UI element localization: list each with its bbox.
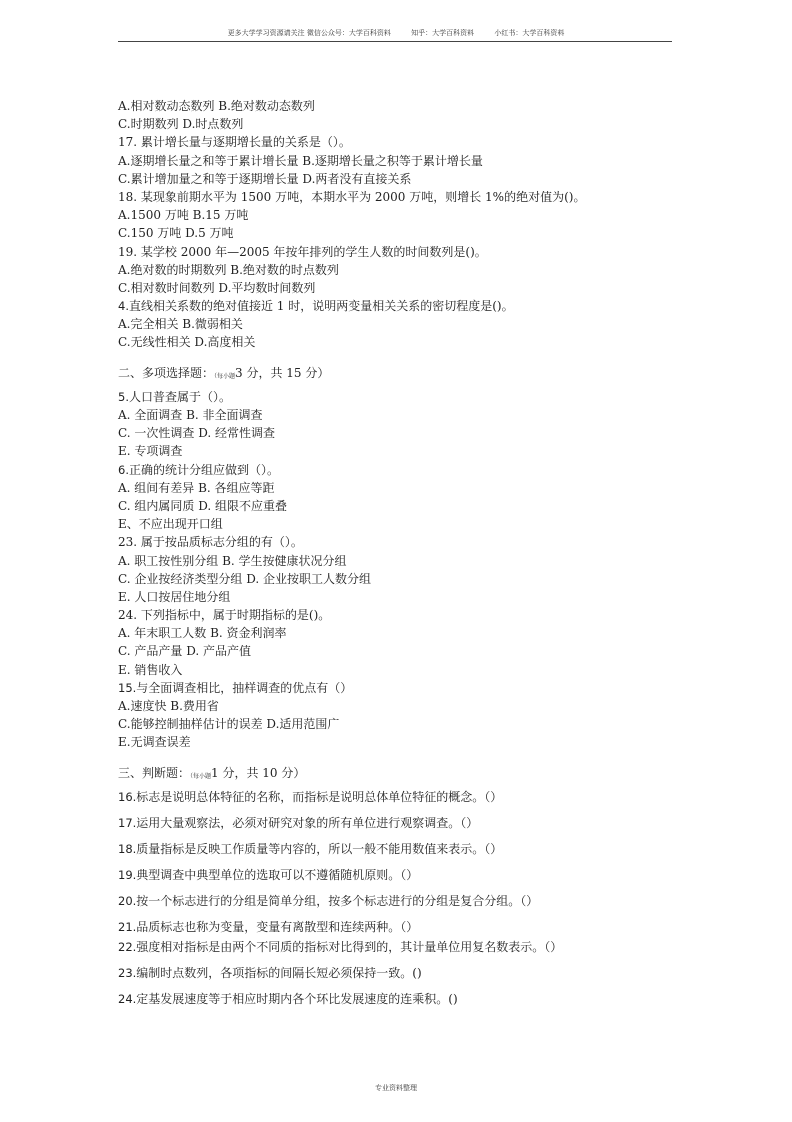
- header-xiaohongshu: 小红书：大学百科资料: [494, 29, 565, 37]
- text-line: E.无调查误差: [118, 735, 191, 750]
- question-number: 6.: [118, 462, 129, 477]
- text-line: C.150 万吨 D.5 万吨: [118, 226, 234, 241]
- question-17: 17. 累计增长量与逐期增长量的关系是（）。: [118, 135, 351, 150]
- judgment-23: [118, 964, 678, 982]
- section-title: 二、多项选择题：: [118, 365, 215, 380]
- section-note: （每小题: [214, 372, 236, 380]
- text-line: A.完全相关 B.微弱相关: [118, 317, 243, 332]
- question-15: [118, 679, 678, 697]
- text-line: A.绝对数的时期数列 B.绝对数的时点数列: [118, 262, 339, 277]
- text-line: A. 组间有差异 B. 各组应等距: [118, 480, 275, 495]
- question-number: 22.: [118, 939, 137, 954]
- question-23: 23. 属于按品质标志分组的有（）。: [118, 535, 303, 550]
- page-footer: 专业资料整理: [375, 1084, 417, 1092]
- question-text: 标志是说明总体特征的名称，而指标是说明总体单位特征的概念。（）: [136, 789, 503, 804]
- question-number: 4.: [118, 299, 129, 314]
- question-number: 20.: [118, 893, 137, 908]
- question-text: 定基发展速度等于相应时期内各个环比发展速度的连乘积。(): [136, 991, 458, 1006]
- text-line: A. 年末职工人数 B. 资金利润率: [118, 626, 287, 641]
- header-zhihu: 知乎：大学百科资料: [411, 29, 475, 37]
- question-number: 23.: [118, 965, 137, 980]
- text-line: A. 全面调查 B. 非全面调查: [118, 408, 263, 422]
- question-text: 编制时点数列，各项指标的间隔长短必须保持一致。(): [136, 965, 422, 980]
- text-line: A.1500 万吨 B.15 万吨: [118, 208, 249, 223]
- text-line: C.时期数列 D.时点数列: [118, 117, 244, 132]
- question-number: 19.: [118, 867, 137, 882]
- judgment-21: [118, 918, 678, 936]
- question-text: 直线相关系数的绝对值接近 1 时，说明两变量相关关系的密切程度是()。: [128, 299, 514, 314]
- question-text: 与全面调查相比，抽样调查的优点有（）: [136, 680, 353, 695]
- text-line: E. 专项调查: [118, 444, 183, 459]
- section-note: （每小题: [190, 772, 212, 780]
- judgment-19: [118, 866, 678, 884]
- question-4: [118, 297, 678, 315]
- judgment-24: [118, 990, 678, 1008]
- question-text: 强度相对指标是由两个不同质的指标对比得到的，其计量单位用复名数表示。（）: [136, 939, 563, 954]
- text-line: E、不应出现开口组: [118, 517, 223, 532]
- judgment-20: [118, 892, 678, 910]
- question-text: 品质标志也称为变量，变量有离散型和连续两种。（）: [136, 919, 419, 934]
- question-number: 18.: [118, 841, 137, 856]
- section-score: 1 分，共 10 分）: [211, 765, 306, 780]
- header-rule: [118, 41, 672, 42]
- text-line: C. 一次性调查 D. 经常性调查: [118, 426, 276, 441]
- text-line: C.能够控制抽样估计的误差 D.适用范围广: [118, 717, 340, 732]
- question-text: 运用大量观察法，必须对研究对象的所有单位进行观察调查。（）: [136, 815, 479, 830]
- question-19: 19. 某学校 2000 年—2005 年按年排列的学生人数的时间数列是()。: [118, 244, 487, 259]
- question-number: 5.: [118, 389, 129, 404]
- text-line: C.相对数时间数列 D.平均数时间数列: [118, 280, 316, 295]
- question-number: 15.: [118, 680, 137, 695]
- question-text: 质量指标是反映工作质量等内容的，所以一般不能用数值来表示。（）: [136, 841, 503, 856]
- page-header: [0, 28, 792, 38]
- question-text: 正确的统计分组应做到（）。: [128, 462, 279, 477]
- question-text: 按一个标志进行的分组是简单分组，按多个标志进行的分组是复合分组。（）: [136, 893, 539, 908]
- text-line: E. 人口按居住地分组: [118, 589, 231, 604]
- document-body: [118, 97, 678, 1016]
- text-line: C.无线性相关 D.高度相关: [118, 335, 256, 350]
- question-18: 18. 某现象前期水平为 1500 万吨，本期水平为 2000 万吨，则增长 1%的绝对值为()。: [118, 189, 586, 204]
- question-text: 典型调查中典型单位的选取可以不遵循随机原则。（）: [136, 867, 419, 882]
- text-line: A. 职工按性别分组 B. 学生按健康状况分组: [118, 553, 347, 568]
- judgment-22: [118, 938, 678, 956]
- question-number: 17.: [118, 815, 137, 830]
- text-line: C. 企业按经济类型分组 D. 企业按职工人数分组: [118, 571, 372, 586]
- section-title: 三、判断题：: [118, 765, 191, 780]
- text-line: C. 产品产量 D. 产品产值: [118, 644, 252, 659]
- text-line: E. 销售收入: [118, 662, 183, 677]
- text-line: A.相对数动态数列 B.绝对数动态数列: [118, 99, 315, 113]
- question-text: 人口普查属于（）。: [128, 389, 231, 404]
- question-number: 21.: [118, 919, 137, 934]
- text-line: C.累计增加量之和等于逐期增长量 D.两者没有直接关系: [118, 171, 412, 186]
- text-line: C. 组内属同质 D. 组限不应重叠: [118, 498, 288, 513]
- question-6: [118, 461, 678, 479]
- judgment-16: [118, 788, 678, 806]
- text-line: A.速度快 B.费用省: [118, 699, 219, 713]
- section-heading-multiple-choice: [118, 364, 678, 382]
- section-heading-true-false: [118, 764, 678, 782]
- header-wechat: 更多大学学习资源请关注 微信公众号：大学百科资料: [227, 29, 391, 37]
- question-number: 16.: [118, 789, 137, 804]
- question-number: 24.: [118, 991, 137, 1006]
- judgment-17: [118, 814, 678, 832]
- judgment-18: [118, 840, 678, 858]
- text-line: A.逐期增长量之和等于累计增长量 B.逐期增长量之积等于累计增长量: [118, 153, 483, 168]
- section-score: 3 分，共 15 分）: [235, 365, 330, 380]
- question-5: [118, 388, 678, 406]
- question-24: 24. 下列指标中，属于时期指标的是()。: [118, 608, 331, 623]
